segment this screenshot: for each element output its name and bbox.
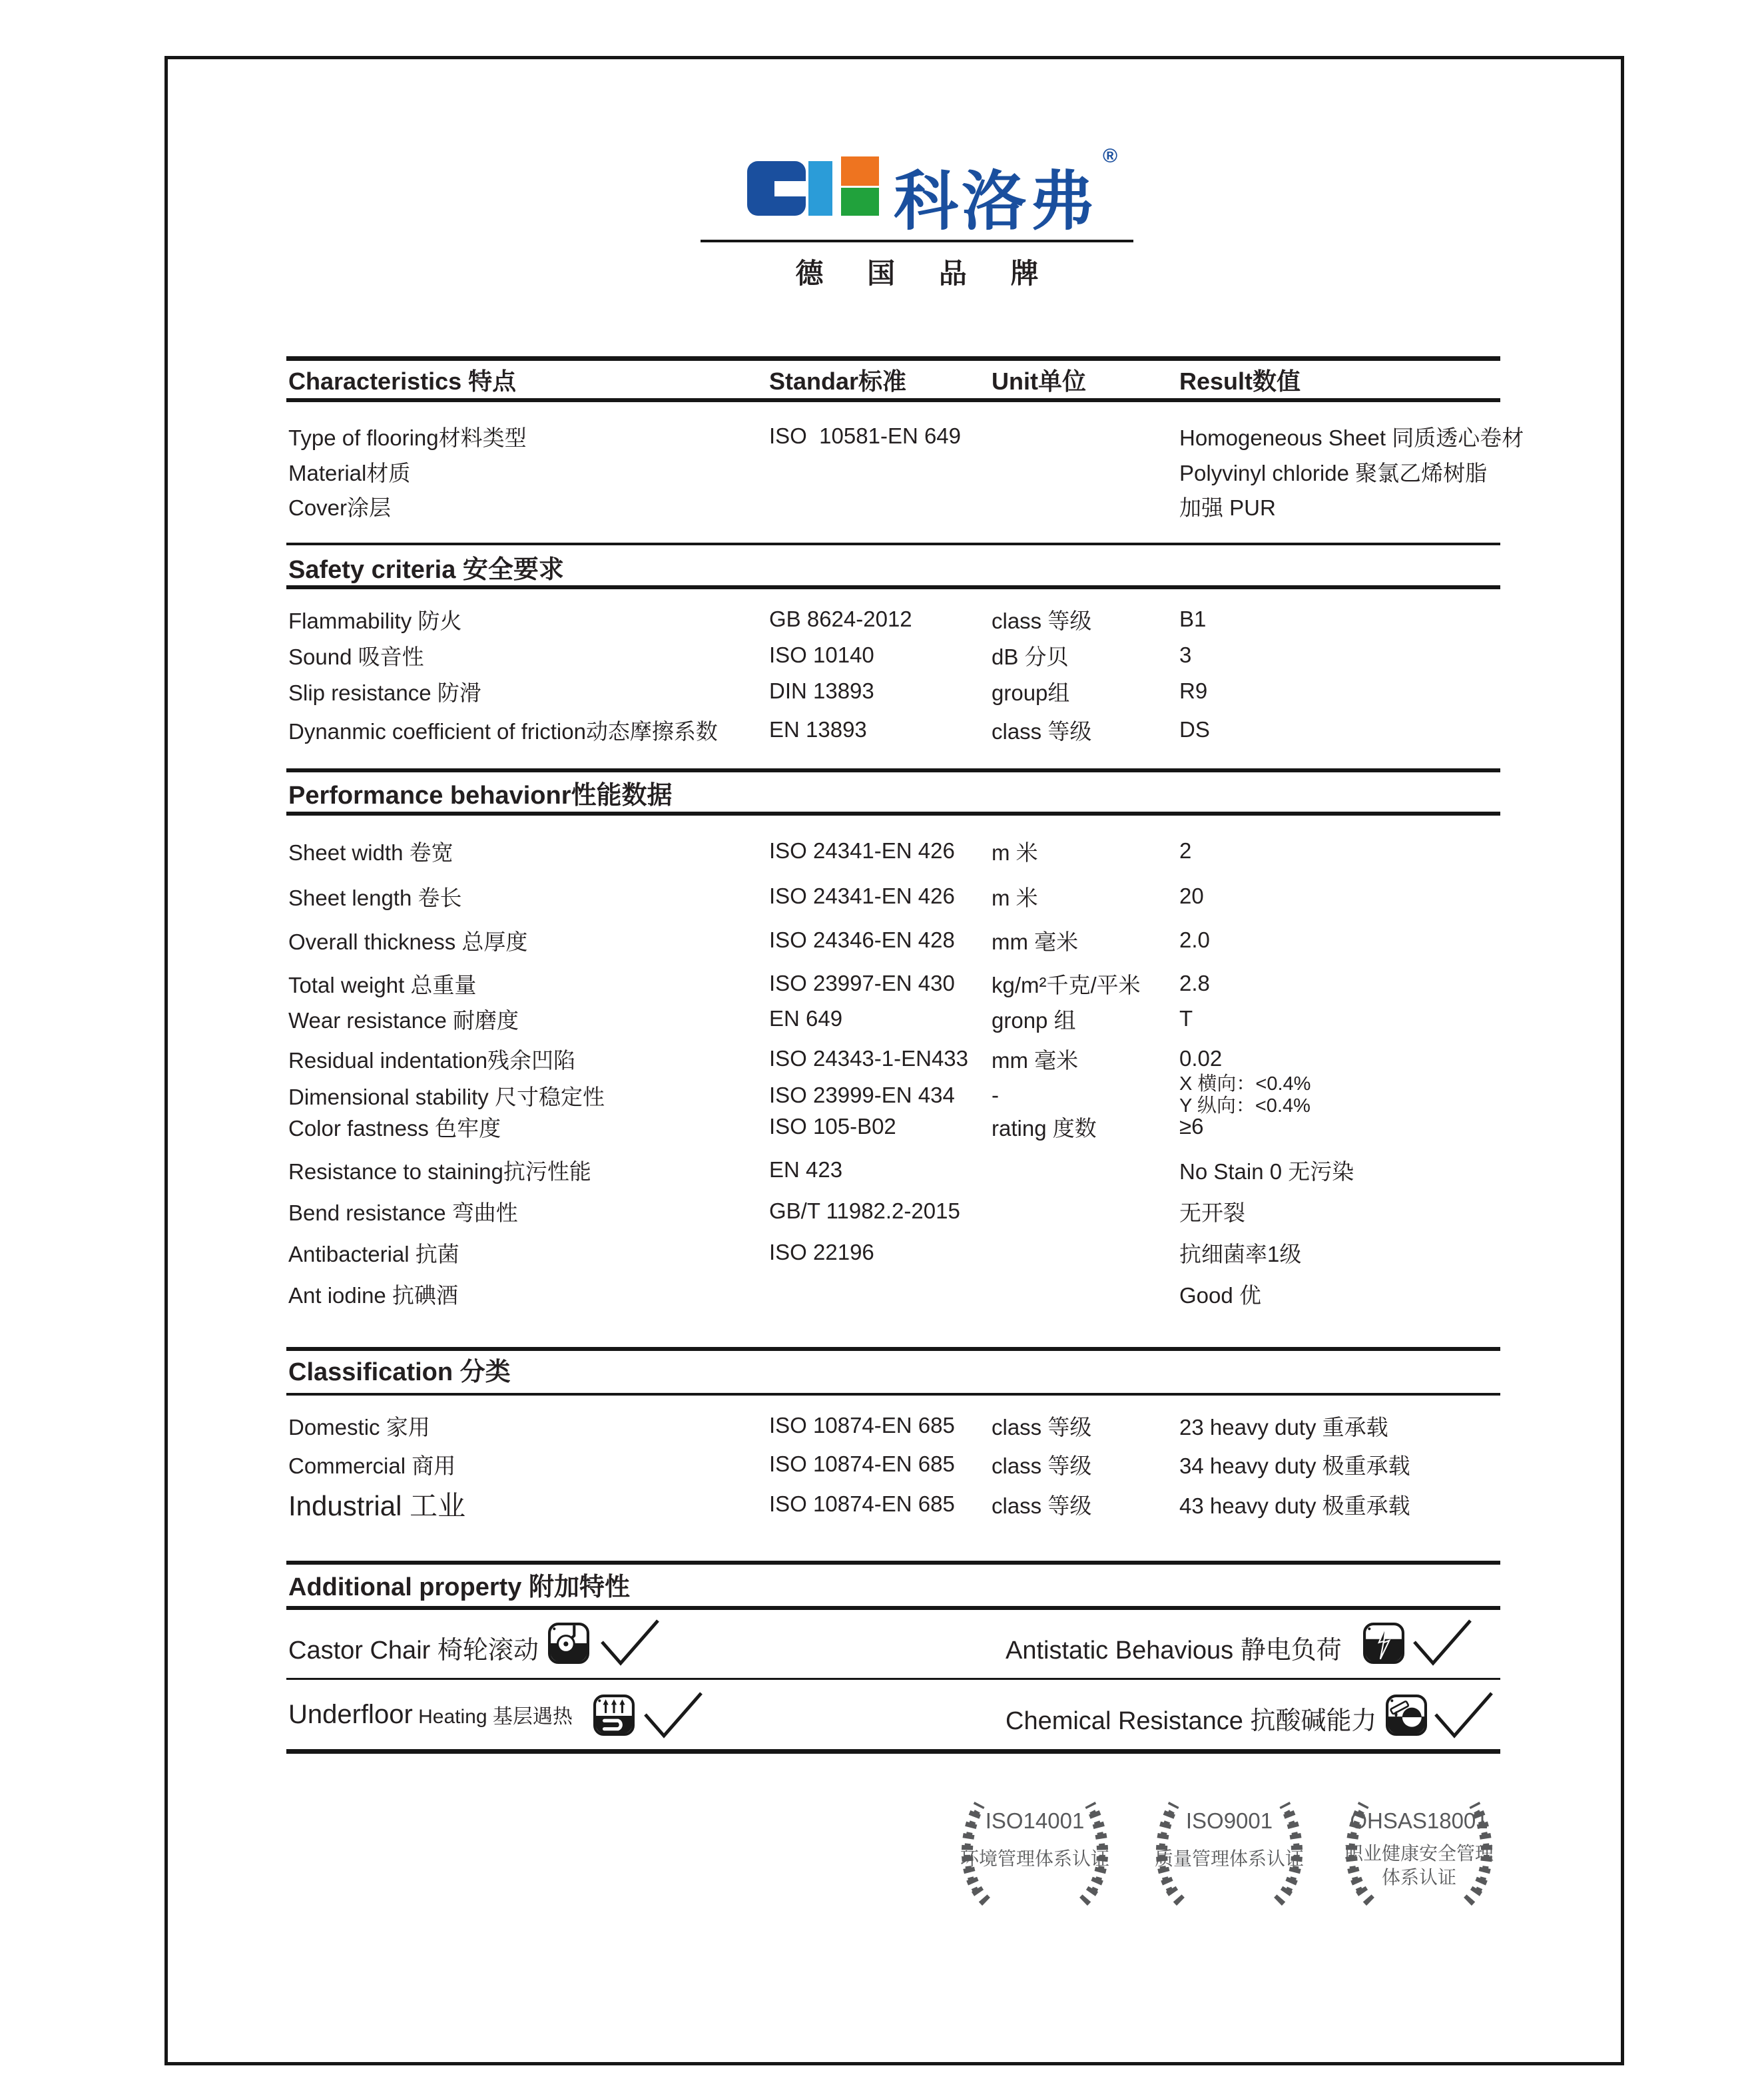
cell-unit: mm 毫米 <box>992 929 1079 954</box>
cell-standard: ISO 24346-EN 428 <box>769 927 955 952</box>
cell-name: Total weight 总重量 <box>288 972 477 997</box>
badge-desc-line2: 体系认证 <box>1381 1867 1456 1888</box>
cell-name: Wear resistance 耐磨度 <box>288 1007 519 1033</box>
table-row <box>288 1003 1502 1035</box>
cell-result: 2 <box>1179 838 1192 863</box>
badge-iso9001 <box>1146 1790 1313 1906</box>
cell-name: Dynanmic coefficient of friction动态摩擦系数 <box>288 718 718 744</box>
table-row <box>288 1484 1502 1521</box>
section-title-additional: Additional property 附加特性 <box>288 1573 631 1601</box>
cell-standard: ISO 22196 <box>769 1240 874 1264</box>
table-row <box>288 603 1502 635</box>
cell-standard: ISO 23999-EN 434 <box>769 1083 955 1107</box>
table-row <box>288 1410 1502 1442</box>
table-row <box>288 1236 1502 1268</box>
rule <box>286 1561 1500 1565</box>
cell-standard: GB/T 11982.2-2015 <box>769 1198 960 1223</box>
table-row <box>288 714 1502 746</box>
table-row <box>288 490 1502 522</box>
check-icon <box>1432 1689 1496 1742</box>
cell-result: 抗细菌率1级 <box>1179 1241 1302 1266</box>
table-row <box>288 880 1502 912</box>
cell-result: 43 heavy duty 极重承载 <box>1179 1493 1410 1518</box>
brand-tagline: 德 国 品 牌 <box>795 258 1057 289</box>
cell-standard: ISO 10874-EN 685 <box>769 1491 955 1516</box>
cell-unit: m 米 <box>992 840 1038 865</box>
cell-standard: DIN 13893 <box>769 678 874 703</box>
cell-standard: GB 8624-2012 <box>769 607 912 631</box>
cell-standard: ISO 10140 <box>769 643 874 667</box>
cell-result: 20 <box>1179 884 1204 908</box>
table-row <box>288 455 1502 487</box>
cell-result: No Stain 0 无污染 <box>1179 1159 1354 1184</box>
castor-chair-label: Castor Chair 椅轮滚动 <box>288 1637 539 1665</box>
cell-result: 无开裂 <box>1179 1200 1245 1225</box>
cell-unit: rating 度数 <box>992 1115 1097 1141</box>
cell-result: Homogeneous Sheet 同质透心卷材 <box>1179 425 1524 450</box>
badge-code: ISO14001 <box>985 1808 1085 1833</box>
rule <box>286 1749 1500 1754</box>
logo-c-mark-icon <box>747 161 806 216</box>
badge-desc: 环境管理体系认证 <box>960 1848 1109 1869</box>
rule <box>286 398 1500 402</box>
cell-name: Bend resistance 弯曲性 <box>288 1200 518 1225</box>
underfloor-heating-label <box>288 1700 573 1730</box>
rule <box>286 812 1500 816</box>
cell-result: Polyvinyl chloride 聚氯乙烯树脂 <box>1179 460 1488 485</box>
cell-standard: ISO 10874-EN 685 <box>769 1451 955 1476</box>
table-row <box>288 924 1502 956</box>
result-line-x: X 横向：<0.4% <box>1179 1073 1311 1095</box>
badge-desc: 质量管理体系认证 <box>1154 1848 1304 1869</box>
cell-result: Good 优 <box>1179 1282 1261 1308</box>
cell-unit: group组 <box>992 680 1070 705</box>
cell-name: Sheet length 卷长 <box>288 885 462 910</box>
cell-unit: class 等级 <box>992 608 1092 633</box>
col-characteristics: Characteristics 特点 <box>288 368 517 395</box>
antistatic-icon <box>1363 1623 1404 1664</box>
cell-result: 2.8 <box>1179 971 1210 995</box>
rule <box>286 356 1500 361</box>
col-unit: Unit单位 <box>992 368 1086 395</box>
chemical-resistance-label: Chemical Resistance 抗酸碱能力 <box>1006 1707 1377 1735</box>
cell-name: Domestic 家用 <box>288 1414 430 1440</box>
cell-unit: m 米 <box>992 885 1038 910</box>
cell-standard: ISO 24343-1-EN433 <box>769 1046 969 1071</box>
cell-name: Resistance to staining抗污性能 <box>288 1159 591 1184</box>
cell-name: Antibacterial 抗菌 <box>288 1241 459 1266</box>
cell-name: Flammability 防火 <box>288 608 462 633</box>
table-row <box>288 1111 1502 1143</box>
cell-standard: ISO 24341-EN 426 <box>769 838 955 863</box>
cell-unit: class 等级 <box>992 1493 1092 1518</box>
brand-divider <box>701 240 1133 242</box>
table-row <box>288 835 1502 867</box>
section-title-safety: Safety criteria 安全要求 <box>288 555 564 584</box>
cell-name: Commercial 商用 <box>288 1453 456 1478</box>
cell-name: Sound 吸音性 <box>288 644 424 669</box>
cell-result: 3 <box>1179 643 1192 667</box>
cell-result: 0.02 <box>1179 1046 1223 1071</box>
table-row <box>288 675 1502 707</box>
cell-name: Ant iodine 抗碘酒 <box>288 1282 458 1308</box>
rule <box>286 585 1500 589</box>
table-row <box>288 1278 1502 1310</box>
cell-unit: class 等级 <box>992 718 1092 744</box>
table-row <box>288 1043 1502 1075</box>
table-row <box>288 967 1502 999</box>
table-row <box>288 420 1524 452</box>
cell-unit: - <box>992 1083 999 1107</box>
col-result: Result数值 <box>1179 368 1301 395</box>
cell-result: 23 heavy duty 重承载 <box>1179 1414 1388 1440</box>
check-icon <box>641 1689 705 1742</box>
rule <box>286 1393 1500 1396</box>
cell-name: Overall thickness 总厚度 <box>288 929 528 954</box>
logo-square-green-icon <box>841 188 879 216</box>
check-icon <box>1410 1617 1474 1670</box>
cell-name: Cover涂层 <box>288 495 392 520</box>
cell-result: ≥6 <box>1179 1114 1204 1139</box>
cell-unit: class 等级 <box>992 1414 1092 1440</box>
table-row <box>288 1195 1502 1227</box>
cell-standard: ISO 24341-EN 426 <box>769 884 955 908</box>
cell-standard: EN 13893 <box>769 717 867 742</box>
cell-result: 34 heavy duty 极重承载 <box>1179 1453 1410 1478</box>
cell-standard: ISO 10874-EN 685 <box>769 1413 955 1438</box>
registered-mark: ® <box>1103 145 1118 167</box>
cell-name: Dimensional stability 尺寸稳定性 <box>288 1084 605 1109</box>
result-line-y: Y 纵向：<0.4% <box>1179 1095 1311 1117</box>
cell-unit: gronp 组 <box>992 1007 1076 1033</box>
rule <box>286 543 1500 545</box>
logo-bar-icon <box>808 161 832 216</box>
cell-name: Type of flooring材料类型 <box>288 425 527 450</box>
underfloor-heating-icon <box>593 1695 635 1736</box>
cell-unit: mm 毫米 <box>992 1047 1079 1073</box>
cell-result: R9 <box>1179 678 1208 703</box>
cell-unit: kg/m²千克/平米 <box>992 972 1141 997</box>
table-row <box>288 1448 1502 1480</box>
badge-ohsas18001 <box>1336 1790 1502 1906</box>
castor-chair-icon <box>548 1623 589 1664</box>
section-title-performance: Performance behavionr性能数据 <box>288 781 673 810</box>
cell-unit: class 等级 <box>992 1453 1092 1478</box>
cell-standard: ISO 23997-EN 430 <box>769 971 955 995</box>
rule <box>286 1606 1500 1610</box>
cell-standard: ISO 10581-EN 649 <box>769 423 962 448</box>
table-row <box>288 639 1502 671</box>
cell-name: Sheet width 卷宽 <box>288 840 453 865</box>
cell-name: Slip resistance 防滑 <box>288 680 481 705</box>
section-title-classification: Classification 分类 <box>288 1358 511 1386</box>
check-icon <box>598 1617 662 1670</box>
cell-standard: ISO 105-B02 <box>769 1114 896 1139</box>
rule <box>286 768 1500 772</box>
chemical-resistance-icon <box>1386 1695 1427 1736</box>
cell-standard: EN 423 <box>769 1157 843 1182</box>
cell-result: B1 <box>1179 607 1207 631</box>
cell-name: Color fastness 色牢度 <box>288 1115 501 1141</box>
table-row <box>288 1154 1502 1186</box>
badge-iso14001 <box>952 1790 1118 1906</box>
underfloor-label-main: Underfloor <box>288 1700 413 1729</box>
badge-code: OHSAS18001 <box>1350 1808 1488 1833</box>
cell-name: Industrial 工业 <box>288 1490 466 1521</box>
cell-result: 2.0 <box>1179 927 1210 952</box>
antistatic-label: Antistatic Behavious 静电负荷 <box>1006 1637 1342 1665</box>
cell-result: T <box>1179 1006 1193 1031</box>
cell-name: Material材质 <box>288 460 411 485</box>
rule <box>286 1678 1500 1680</box>
cell-standard: EN 649 <box>769 1006 843 1031</box>
underfloor-label-sub: Heating 基层遇热 <box>412 1706 573 1728</box>
badge-desc: 职业健康安全管理 <box>1344 1843 1494 1864</box>
cell-result: 加强 PUR <box>1179 495 1276 520</box>
badge-code: ISO9001 <box>1185 1808 1273 1833</box>
cell-unit: dB 分贝 <box>992 644 1069 669</box>
table-header <box>288 363 1502 395</box>
brand-name: 科洛弗 <box>894 165 1097 238</box>
logo-square-orange-icon <box>841 156 879 186</box>
col-standard: Standar标准 <box>769 368 907 395</box>
cell-name: Residual indentation残余凹陷 <box>288 1047 576 1073</box>
cell-result: DS <box>1179 717 1210 742</box>
